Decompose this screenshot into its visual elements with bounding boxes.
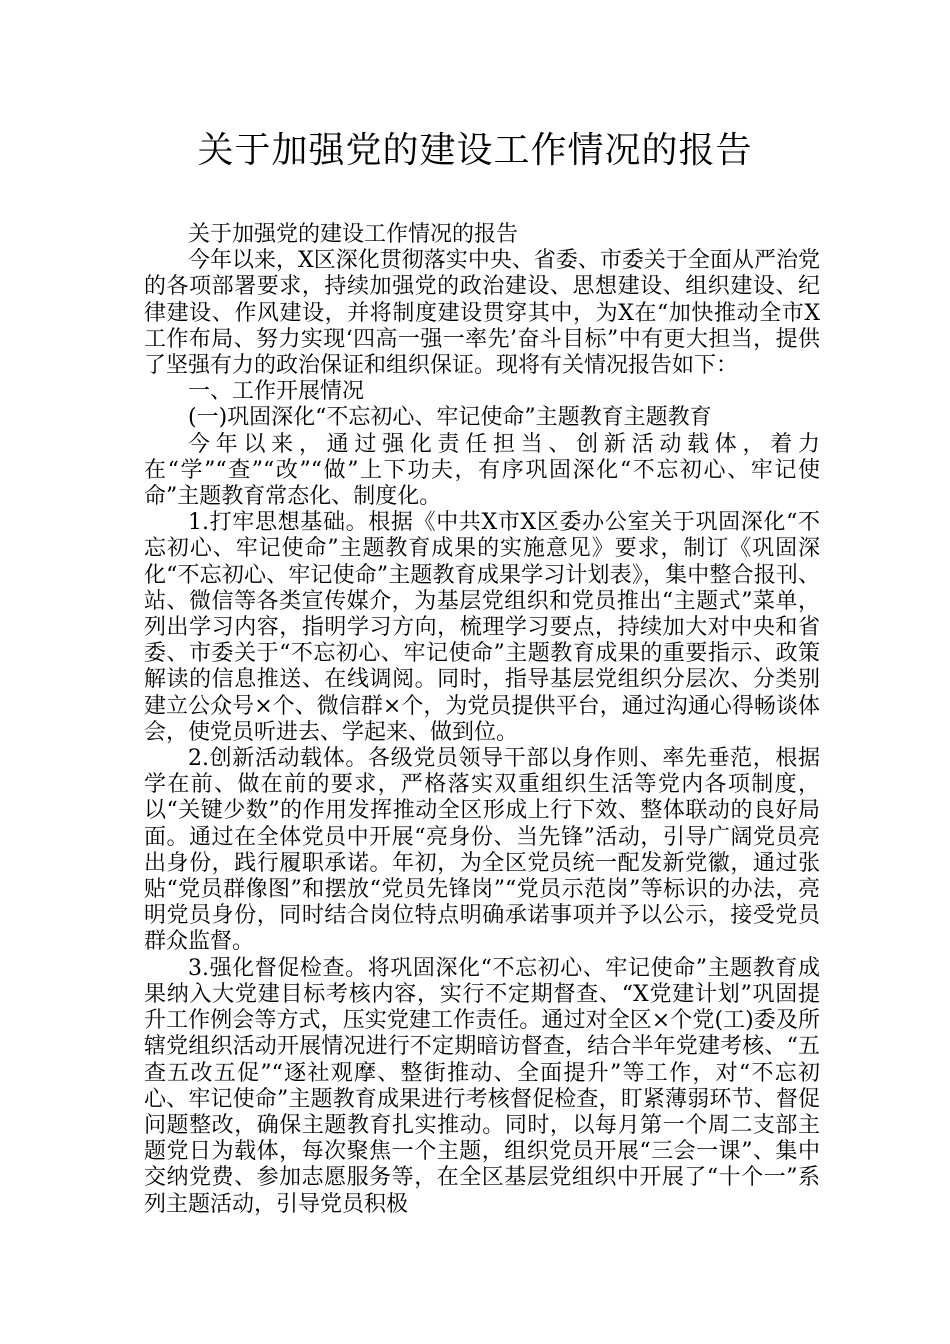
body-heading: 关于加强党的建设工作情况的报告	[188, 222, 519, 247]
subsection-heading: (一)巩固深化“不忘初心、牢记使命”主题教育主题教育	[188, 405, 712, 431]
document-body	[144, 222, 820, 1218]
item-paragraph-1: 1.打牢思想基础。根据《中共X市X区委办公室关于巩固深化“不忘初心、牢记使命”主题教育成果的实施意见》要求，制订《巩固深化“不忘初心、牢记使命”主题教育成果学习计划表》，集中整合报刊、站、微信等各类宣传媒介，为基层党组织和党员推出“主题式”菜单，列出学习内容，指明学习方向，梳理学习要点，持续加大对中央和省委、市委关于“不忘初心、牢记使命”主题教育成果的重要指示、政策解读的信息推送、在线调阅。同时，指导基层党组织分层次、分类别建立公众号×个、微信群×个，为党员提供平台，通过沟通心得畅谈体会，使党员听进去、学起来、做到位。	[144, 510, 820, 745]
body-paragraph: 今年以来，通过强化责任担当、创新活动载体，着力在“学”“查”“改”“做”上下功夫，有序巩固深化“不忘初心、牢记使命”主题教育常态化、制度化。	[144, 431, 820, 510]
item-paragraph-2: 2.创新活动载体。各级党员领导干部以身作则、率先垂范，根据学在前、做在前的要求，严格落实双重组织生活等党内各项制度，以“关键少数”的作用发挥推动全区形成上行下效、整体联动的良好局面。通过在全体党员中开展“亮身份、当先锋”活动，引导广阔党员亮出身份，践行履职承诺。年初，为全区党员统一配发新党徽，通过张贴“党员群像图”和摆放“党员先锋岗”“党员示范岗”等标识的办法，亮明党员身份，同时结合岗位特点明确承诺事项并予以公示，接受党员群众监督。	[144, 746, 820, 955]
intro-paragraph: 今年以来，X区深化贯彻落实中央、省委、市委关于全面从严治党的各项部署要求，持续加强党的政治建设、思想建设、组织建设、纪律建设、作风建设，并将制度建设贯穿其中，为X在“加快推动全市X工作布局、努力实现‘四高一强一率先’奋斗目标”中有更大担当，提供了坚强有力的政治保证和组织保证。现将有关情况报告如下：	[144, 248, 820, 379]
section-heading: 一、工作开展情况	[188, 379, 365, 405]
item-paragraph-3: 3.强化督促检查。将巩固深化“不忘初心、牢记使命”主题教育成果纳入大党建目标考核内容，实行不定期督查、“X党建计划”巩固提升工作例会等方式，压实党建工作责任。通过对全区×个党(工)委及所辖党组织活动开展情况进行不定期暗访督查，结合半年党建考核、“五查五改五促”“逐社观摩、整街推动、全面提升”等工作，对“不忘初心、牢记使命”主题教育成果进行考核督促检查，盯紧薄弱环节、督促问题整改，确保主题教育扎实推动。同时，以每月第一个周二支部主题党日为载体，每次聚焦一个主题，组织党员开展“三会一课”、集中交纳党费、参加志愿服务等，在全区基层党组织中开展了“十个一”系列主题活动，引导党员积极	[144, 955, 820, 1217]
document-title: 关于加强党的建设工作情况的报告	[197, 130, 753, 171]
